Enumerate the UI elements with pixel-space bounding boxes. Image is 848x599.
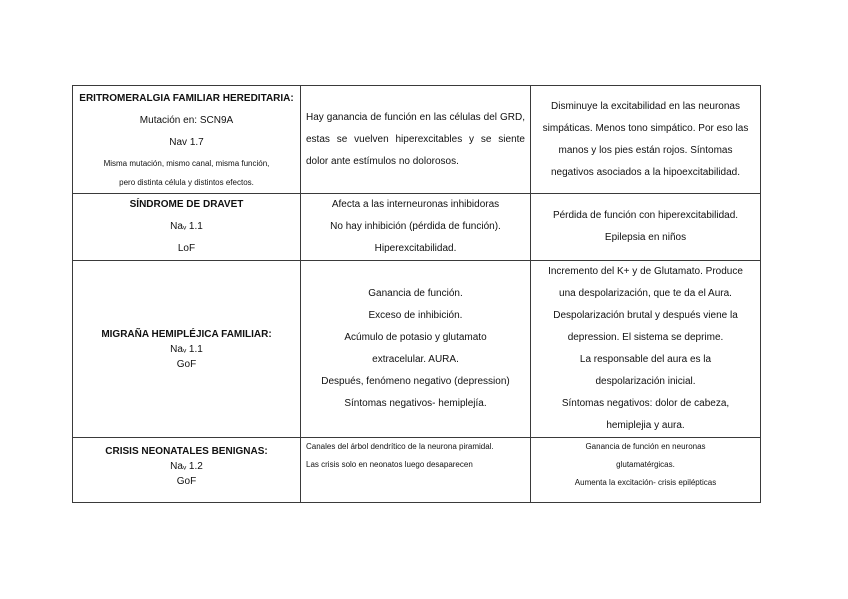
disease-line: Naᵥ 1.1 [170,221,203,232]
disease-line: LoF [177,243,196,254]
mechanism-cell: Hay ganancia de función en las células del GRD, estas se vuelven hiperexcitables y se siente dolor ante estímulos no dolorosos. [301,86,531,194]
disease-note: pero distinta célula y distintos efectos. [119,177,254,187]
disease-line: Mutación en: SCN9A [139,114,234,126]
table-row [73,438,761,503]
effect-line: Síntomas negativos: dolor de cabeza, [561,398,730,409]
disease-cell [73,438,301,503]
disease-cell [73,86,301,194]
mechanism-line: Hiperexcitabilidad. [374,243,457,254]
effect-line: Ganancia de función en neuronas [585,442,706,451]
effect-line: depression. El sistema se deprime. [567,332,724,343]
mechanism-line: Síntomas negativos- hemiplejía. [344,398,487,409]
disease-line: Naᵥ 1.2 [170,461,203,472]
effect-cell [531,438,761,503]
mechanism-cell [301,261,531,438]
disease-line: Naᵥ 1.1 [170,343,203,355]
mechanism-text: Las crisis solo en neonatos luego desaparecen [306,460,473,469]
effect-line: despolarización inicial. [595,376,696,387]
effect-cell [531,194,761,261]
disease-cell [73,261,301,438]
effect-cell: Disminuye la excitabilidad en las neuronas simpáticas. Menos tono simpático. Por eso las manos y los pies están rojos. Síntomas negativos asociados a la hipoexcitabilidad. [531,86,761,194]
table-row [73,261,761,438]
disease-table [72,85,761,503]
effect-cell [531,261,761,438]
mechanism-line: Ganancia de función. [368,288,463,299]
effect-line: Incremento del K+ y de Glutamato. Produce [548,266,743,277]
mechanism-cell [301,438,531,503]
mechanism-text: Canales del árbol dendrítico de la neurona piramidal. [306,442,494,451]
disease-title: SÍNDROME DE DRAVET [129,199,244,210]
effect-line: Pérdida de función con hiperexcitabilidad. [552,210,739,221]
mechanism-cell [301,194,531,261]
effect-line: Despolarización brutal y después viene la [553,310,738,321]
disease-line: GoF [176,476,197,487]
effect-line: Epilepsia en niños [604,232,687,243]
mechanism-line: Después, fenómeno negativo (depression) [321,376,510,387]
disease-note: Misma mutación, mismo canal, misma función, [103,158,270,168]
mechanism-line: Acúmulo de potasio y glutamato [344,332,487,343]
effect-line: La responsable del aura es la [579,354,712,365]
effect-line: hemiplejia y aura. [606,420,685,431]
mechanism-line: Exceso de inhibición. [368,310,463,321]
effect-line: glutamatérgicas. [616,460,675,469]
mechanism-line: extracelular. AURA. [372,354,459,365]
effect-line: una despolarización, que te da el Aura. [559,288,732,299]
table-row [73,194,761,261]
disease-title: CRISIS NEONATALES BENIGNAS: [105,446,268,457]
effect-line: Aumenta la excitación- crisis epilépticas [574,478,717,487]
mechanism-line: Afecta a las interneuronas inhibidoras [331,199,500,210]
disease-line: GoF [176,358,197,370]
table-row [73,86,761,194]
disease-line: Nav 1.7 [169,136,204,148]
disease-title: MIGRAÑA HEMIPLÉJICA FAMILIAR: [101,328,272,340]
mechanism-line: No hay inhibición (pérdida de función). [330,221,501,232]
disease-cell [73,194,301,261]
disease-title: ERITROMERALGIA FAMILIAR HEREDITARIA: [79,92,294,104]
